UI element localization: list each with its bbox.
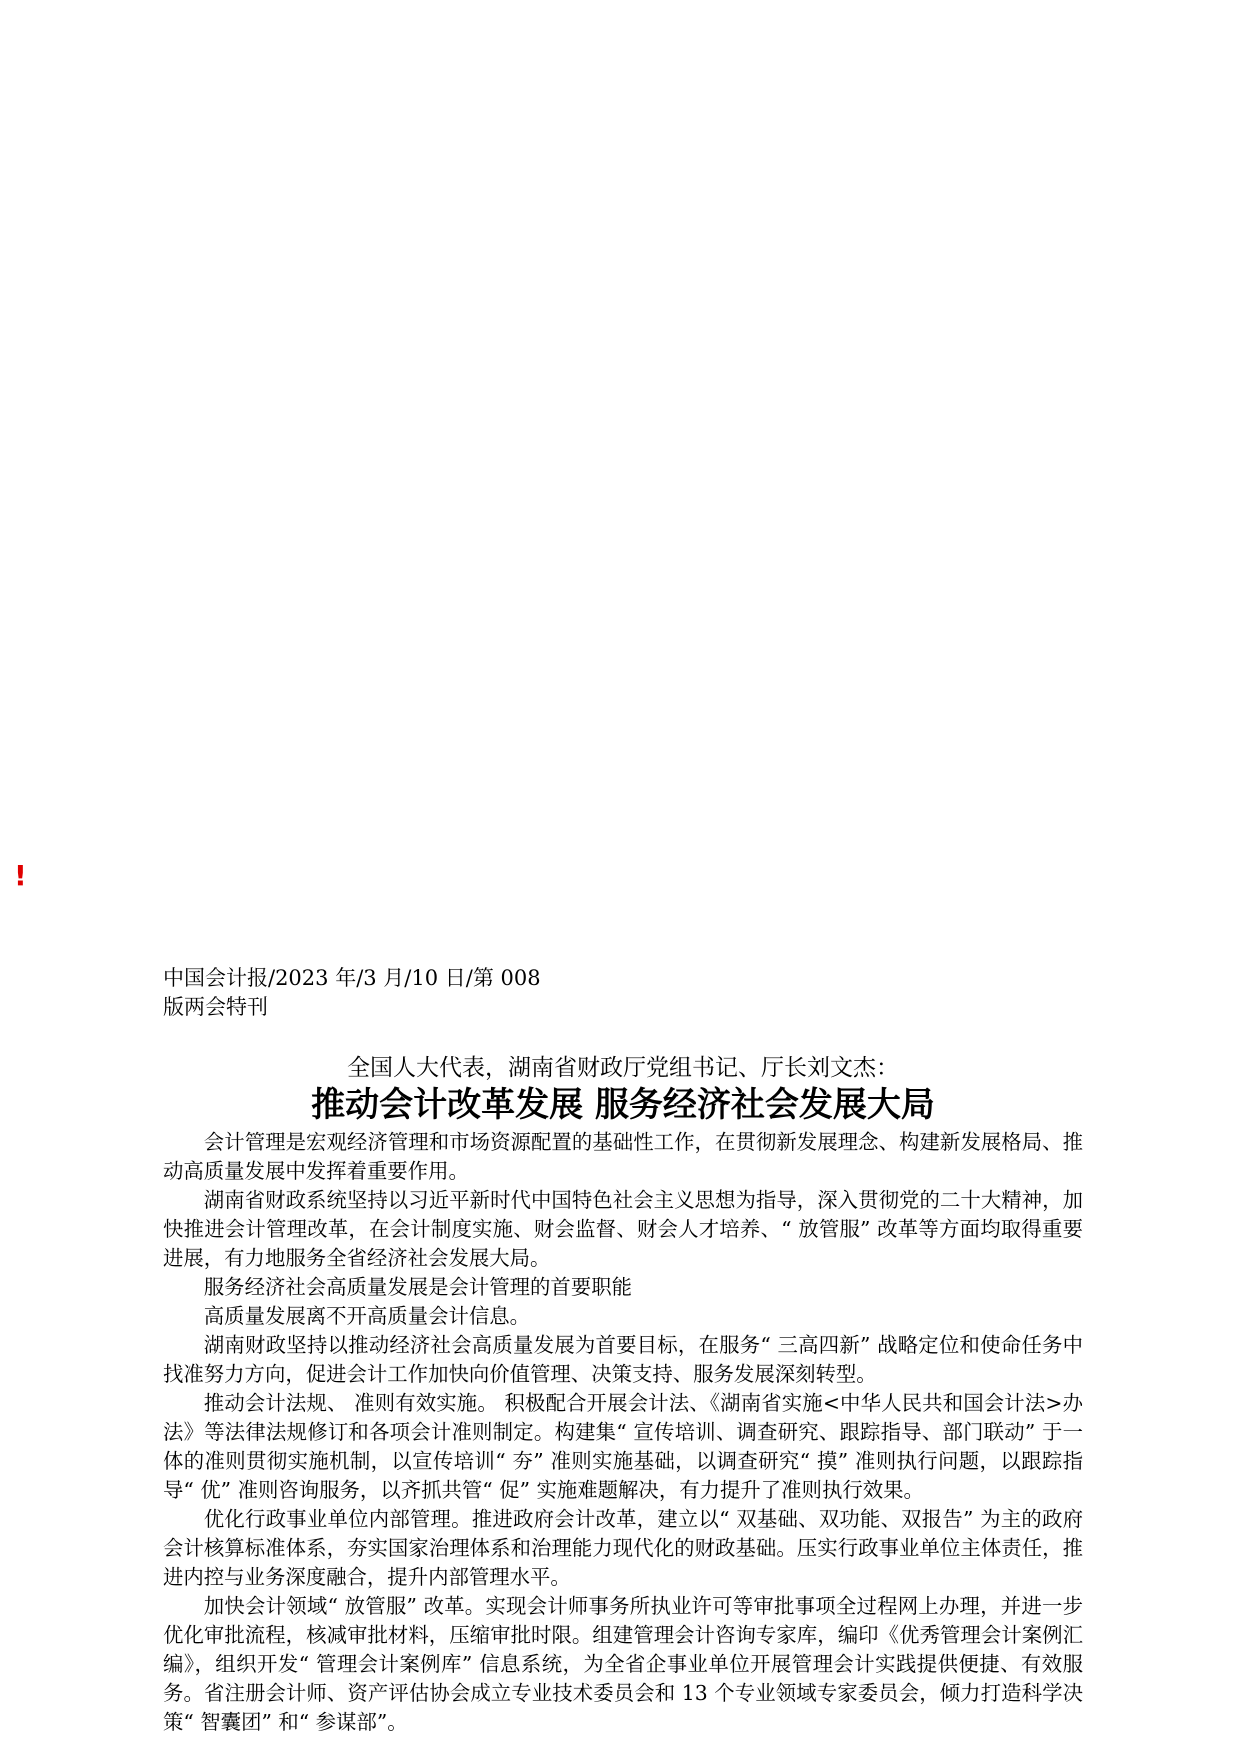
source-line-1: 中国会计报/2023 年/3 月/10 日/第 008 [163, 966, 541, 990]
section-heading: 服务经济社会高质量发展是会计管理的首要职能 [203, 1275, 632, 1299]
article-paragraph: 高质量发展离不开高质量会计信息。 [203, 1304, 531, 1328]
source-citation [163, 964, 541, 1022]
article-paragraph: 优化行政事业单位内部管理。推进政府会计改革，建立以“ 双基础、双功能、双报告” 为主的政府会计核算标准体系，夯实国家治理体系和治理能力现代化的财政基础。压实行政事业单位主体责任，推进内控与业务深度融合，提升内部管理水平。 [163, 1507, 1083, 1589]
article [163, 1052, 1083, 1737]
article-paragraph: 湖南财政坚持以推动经济社会高质量发展为首要目标，在服务“ 三高四新” 战略定位和使命任务中找准努力方向，促进会计工作加快向价值管理、决策支持、服务发展深刻转型。 [163, 1333, 1083, 1386]
article-paragraph: 推动会计法规、 准则有效实施。 积极配合开展会计法、《湖南省实施<中华人民共和国会计法>办法》等法律法规修订和各项会计准则制定。构建集“ 宣传培训、调查研究、跟踪指导、部门联动” 于一体的准则贯彻实施机制，以宣传培训“ 夯” 准则实施基础，以调查研究“ 摸” 准则执行问题，以跟踪指导“ 优” 准则咨询服务，以齐抓共管“ 促” 实施难题解决，有力提升了准则执行效果。 [163, 1391, 1083, 1502]
article-paragraph: 会计管理是宏观经济管理和市场资源配置的基础性工作，在贯彻新发展理念、构建新发展格局、推动高质量发展中发挥着重要作用。 [163, 1130, 1083, 1183]
article-title: 推动会计改革发展 服务经济社会发展大局 [311, 1085, 935, 1125]
article-subtitle: 全国人大代表，湖南省财政厅党组书记、厅长刘文杰： [347, 1055, 899, 1081]
red-exclamation-mark: ! [14, 859, 27, 892]
source-line-2: 版两会特刊 [163, 995, 268, 1019]
article-paragraph: 加快会计领域“ 放管服” 改革。实现会计师事务所执业许可等审批事项全过程网上办理，并进一步优化审批流程，核减审批材料，压缩审批时限。组建管理会计咨询专家库，编印《优秀管理会计案例汇编》，组织开发“ 管理会计案例库” 信息系统，为全省企事业单位开展管理会计实践提供便捷、有效服务。省注册会计师、资产评估协会成立专业技术委员会和 13 个专业领域专家委员会，倾力打造科学决策“ 智囊团” 和“ 参谋部”。 [163, 1594, 1083, 1734]
article-body [163, 1128, 1083, 1737]
article-paragraph: 湖南省财政系统坚持以习近平新时代中国特色社会主义思想为指导，深入贯彻党的二十大精神，加快推进会计管理改革，在会计制度实施、财会监督、财会人才培养、“ 放管服” 改革等方面均取得重要进展，有力地服务全省经济社会发展大局。 [163, 1188, 1083, 1270]
